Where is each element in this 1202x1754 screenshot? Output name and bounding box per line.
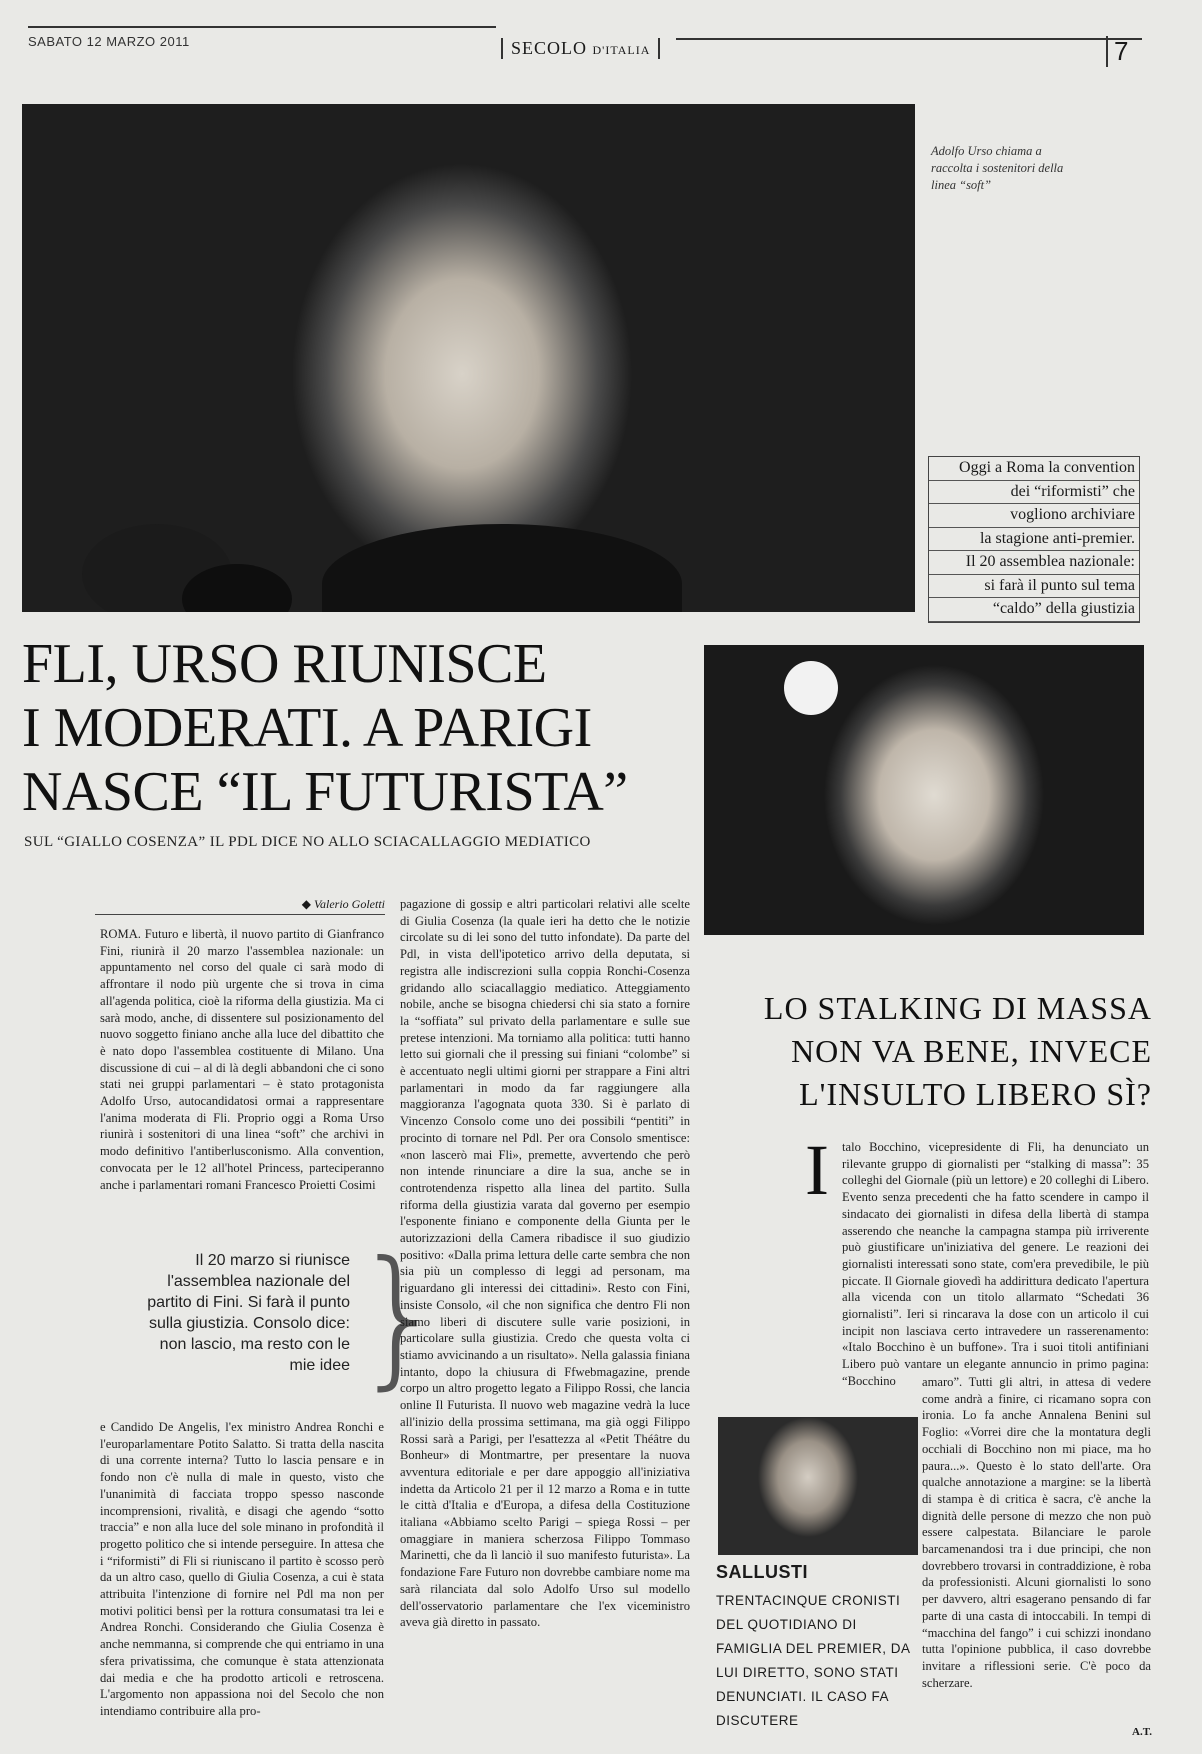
article-column-1-top: ROMA. Futuro e libertà, il nuovo partito di Gianfranco Fini, riunirà il 20 marzo l'assemblea nazionale: un appuntamento nel corso del quale ci sarà modo di affrontare il nodo più urgente che si trova in cima all'agenda politica, cioè la riforma della giustizia. Ma ci sarà modo, anche, di dissentere sul posizionamento del nuovo soggetto finiano anche alla luce del dibattito che è nato dopo l'assemblea costituente di Milano. Una discussione di cui – al di là degli abbandoni che ci sono stati nei gruppi parlamentari – è stato protagonista Adolfo Urso, autocandidatosi ormai a rappresentare l'anima moderata di Fli. Proprio oggi a Roma Urso riunirà i sostenitori di una linea “soft” che archivi in modo definitivo l'antiberlusconismo. Alla convention, convocata per le 12 all'hotel Princess, parteciperanno anche i parlamentari romani Francesco Proietti Cosimi [100,927,384,1192]
photo-caption: Adolfo Urso chiama a raccolta i sostenitori della linea “soft” [931,144,1064,192]
headline [22,632,682,824]
headline-line: NASCE “IL FUTURISTA” [22,761,628,823]
author-initials: A.T. [1132,1726,1152,1738]
side-photo [704,645,1144,935]
right-article-title [712,987,1152,1116]
sallusti-title: SALLUSTI [716,1562,808,1582]
header-rule-left [28,26,496,28]
newspaper-name-main: SECOLO [511,38,588,58]
callout-line: dei “riformisti” che [929,481,1139,505]
callout-line: la stagione anti-premier. [929,528,1139,552]
byline: ◆ Valerio Goletti [95,897,385,915]
sallusti-box [716,1562,922,1733]
background-light-shape [784,661,838,715]
callout-line: “caldo” della giustizia [929,598,1139,622]
suit-shape [322,524,682,612]
headline-line: FLI, URSO RIUNISCE [22,633,547,695]
article-column-1-bottom: e Candido De Angelis, l'ex ministro Andrea Ronchi e l'europarlamentare Potito Salatto. Si tratta della nascita di una corrente interna? Tutto lo lascia pensare e in fondo non c'è nulla di male in questo, visto che l'unanimità di facciata troppo spesso nasconde incomprensioni, rivalità, e disagi che agendo “sotto traccia” e non alla luce del sole minano in profondità il progetto politico che si intende perseguire. In attesa che i “riformisti” di Fli si riuniscano il partito è scosso però da un altro caso, quello di Giulia Cosenza, a cui è stata attribuita l'intenzione di fornire nel Pdl ma non per motivi politici bensì per la rottura consumatasi tra lei e Andrea Ronchi. Considerando che Giulia Cosenza è anche nemmanna, si comprende che qui entriamo in una sfera privatissima, che comunque è stata attenzionata dai media e che ha prodotto articoli e retroscena. L'argomento non appassiona noi del Secolo che non intendiamo contribuire alla pro- [100,1420,384,1718]
right-article-column-bottom: amaro”. Tutti gli altri, in attesa di vedere come andrà a finire, ci ricamano sopra con ironia. Lo fa anche Annalena Benini sul Foglio: «Vorrei dire che la montatura degli occhiali di Bocchino non mi piace, ma ho paura...». Questo è lo stato dell'arte. Ora qualche annotazione a margine: se la libertà di stampa è di critica è sacra, c'è anche la dignità delle persone di mezzo che non può essere calpestata. Bilanciare le parole barcamenandosi tra i due principi, che non dovrebbero trovarsi in contraddizione, è roba da professionisti. Alcuni giornalisti lo sono per davvero, altri esagerano pensando di far parte di una casta di intoccabili. In tempi di “macchina del fango” i cui schizzi inondano tutta l'opinione pubblica, il caso dovrebbe invitare a riflessioni serie. C'è poco da scherzare. [922,1375,1151,1690]
sallusti-text: TRENTACINQUE CRONISTI DEL QUOTIDIANO DI FAMIGLIA DEL PREMIER, DA LUI DIRETTO, SONO STATI DENUNCIATI. IL CASO FA DISCUTERE [716,1593,910,1728]
masthead [28,24,1142,74]
header-rule-right [676,38,1142,40]
newspaper-name-suffix: D'ITALIA [592,43,651,57]
right-title-line: LO STALKING DI MASSA [763,990,1152,1026]
callout-line: Oggi a Roma la convention [929,457,1139,481]
right-title-line: NON VA BENE, INVECE [791,1033,1152,1069]
headline-line: I MODERATI. A PARIGI [22,697,592,759]
right-title-line: L'INSULTO LIBERO SÌ? [799,1076,1152,1112]
drop-cap: I [805,1130,829,1210]
callout-box [928,456,1140,623]
callout-line: Il 20 assemblea nazionale: [929,551,1139,575]
byline-author: Valerio Goletti [314,897,385,911]
callout-line: vogliono archiviare [929,504,1139,528]
subheadline: SUL “GIALLO COSENZA” IL PDL DICE NO ALLO SCIACALLAGGIO MEDIATICO [24,834,591,850]
issue-date: SABATO 12 MARZO 2011 [28,34,190,49]
page-number: 7 [1106,36,1128,67]
inset-photo [718,1417,918,1555]
main-photo [22,104,915,612]
pull-quote-brace: } [352,1230,448,1404]
right-article-column-top: talo Bocchino, vicepresidente di Fli, ha denunciato un rilevante gruppo di giornalisti per “stalking di massa”: 35 colleghi del Giornale (più un lettore) e 20 colleghi di Libero. Evento senza precedenti che ha fatto scendere in campo il sindacato dei giornalisti in difesa della libertà di stampa asserendo che neanche la campagna stampa più irriverente può giustificare un'iniziativa del genere. Le reazioni dei giornalisti interessati sono state, com'era prevedibile, le più piccate. Il Giornale giovedì ha addirittura dedicato l'apertura alla vicenda con un titolo allarmato “Schedati 36 giornalisti”. Ieri si rincarava la dose con un articolo il cui incipit non lasciava certo intravedere un rasserenamento: «Italo Bocchino è un buffone». Tra i suoi titoli antifiniani Libero può vantare un elegante annuncio in primo pagina: “Bocchino [842,1140,1149,1388]
newspaper-name [501,38,660,59]
callout-line: si farà il punto sul tema [929,575,1139,599]
pull-quote: Il 20 marzo si riunisce l'assemblea nazionale del partito di Fini. Si farà il punto sulla giustizia. Consolo dice: non lascio, ma resto con le mie idee [147,1252,350,1374]
article-column-2: pagazione di gossip e altri particolari relativi alle scelte di Giulia Cosenza (la quale ieri ha detto che le notizie circolate su di lei sono del tutto infondate). Da parte del Pdl, in vista dell'ipotetico arrivo della deputata, si registra alle indiscrezioni sulla coppia Ronchi-Cosenza gridando allo sciacallaggio mediatico. Atteggiamento nobile, anche se bisogna chiedersi chi sia stato a fornire la “soffiata” sul privato della parlamentare e sulle sue pretese intenzioni. Ma torniamo alla politica: tutti hanno letto sui giornali che il pressing sui finiani “colombe” si è accentuato negli ultimi giorni per strappare a Fini altri parlamentari in modo da far raggiungere alla maggioranza l'agognata quota 330. Si è parlato di Vincenzo Consolo come uno dei possibili “pentiti” in procinto di tornare nel Pdl. Per ora Consolo smentisce: «non lascerò mai Fli», premette, avvertendo che però non intende rinunciare a dire la sua, anche se in controtendenza rispetto alla linea del partito. Sulla riforma della giustizia varata dal governo per esempio l'esponente finiano e componente della Giunta per le autorizzazioni della Camera ribadisce il suo giudizio positivo: «Dalla prima lettura delle carte sembra che non sia più un complesso di leggi ad personam, ma riguardano gli interessi dei cittadini». Resto con Fini, insiste Consolo, «il che non significa che dentro Fli non siamo liberi di discutere sulle varie posizioni, in particolare sulla giustizia. Credo che questa volta ci stiamo avvicinando a un risultato». Nella galassia finiana intanto, dopo la chiusura di Ffwebmagazine, prende corpo un altro progetto legato a Filippo Rossi, che lancia online Il Futurista. Il nuovo web magazine vedrà la luce all'inizio della prossima settimana, ma già oggi Filippo Rossi sarà a Parigi, per l'esattezza al «Petit Théâtre du Bonheur» di Montmartre, per presentare la nuova avventura editoriale e per dare appoggio all'iniziativa indetta da Articolo 21 per il 12 marzo a Roma e in tutte le città d'Italia e d'Europa, a difesa della Costituzione italiana «Abbiamo scelto Parigi – spiega Rossi – per omaggiare in maniera scherzosa Filippo Tommaso Marinetti, che da lì lanciò il suo manifesto futurista». La fondazione Fare Futuro non dovrebbe cambiare nome ma sarà rilanciata dal solo Adolfo Urso sul modello dell'osservatorio parlamentare che l'ex viceministro aveva già diretto in passato. [400,897,690,1630]
